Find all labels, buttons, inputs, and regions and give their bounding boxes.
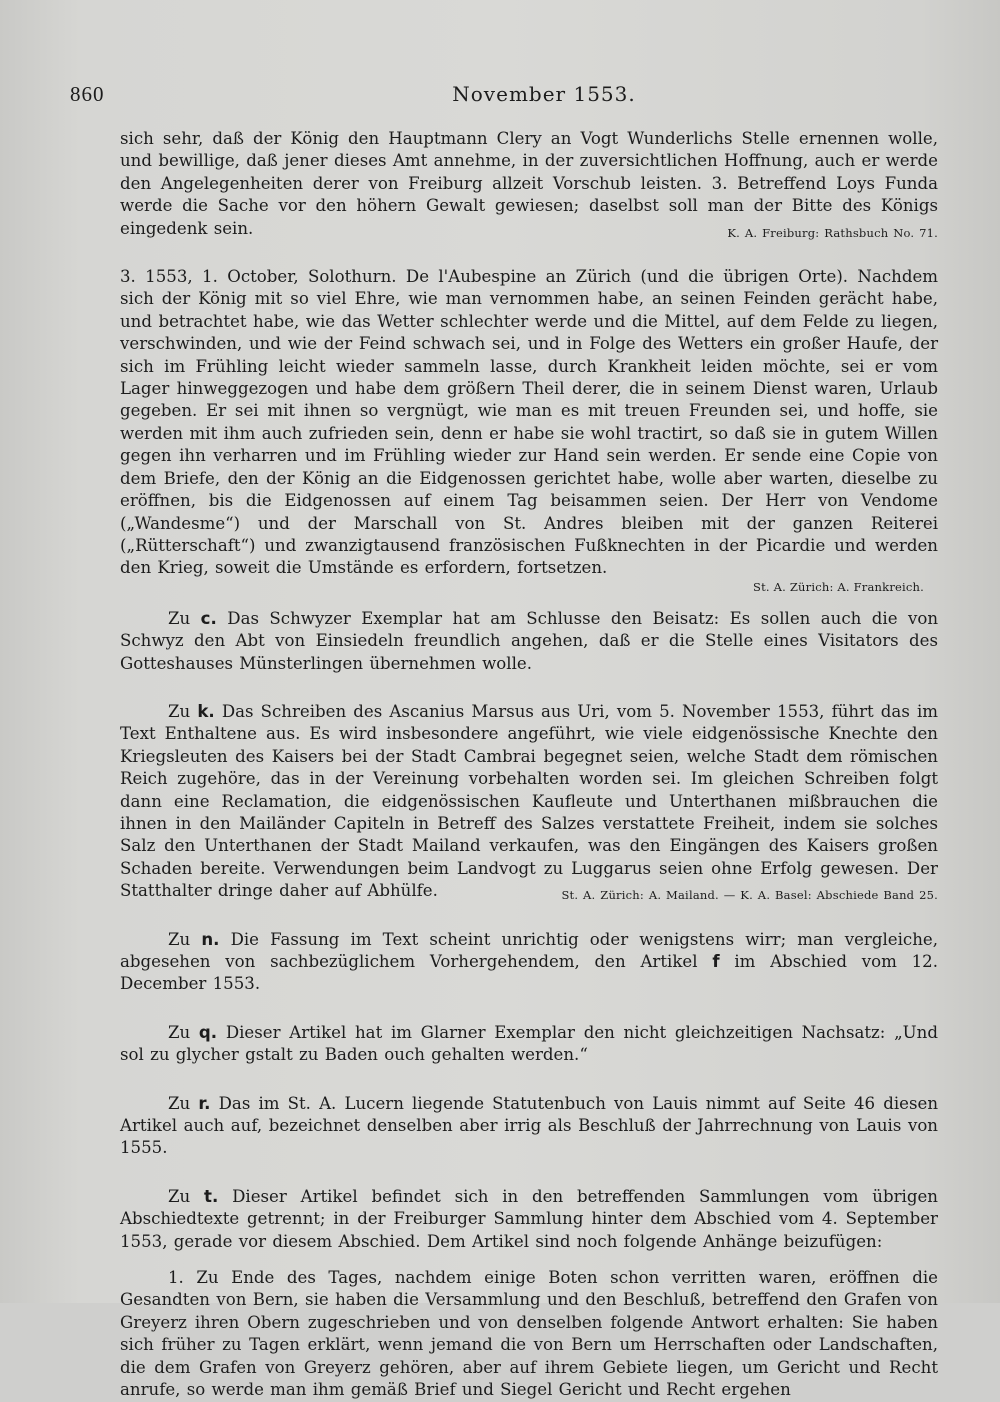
note-r-text [120, 1093, 938, 1160]
note-body: Das Schreiben des Ascanius Marsus aus Uri, vom 5. November 1553, führt das im Text Enthaltene aus. Es wird insbesondere angeführt, wie viele eidgenössische Knechte den Kriegsleuten des Kaisers bei der Stadt Cambrai begegnet seien, welche Stadt dem römischen Reich zugehöre, das in der Vereinung vorbehalten worden sei. Im gleichen Schreiben folgt dann eine Reclamation, die eidgenössischen Kaufleute und Unterthanen mißbrauchen die ihnen in den Mailänder Capiteln in Betreff des Salzes verstattete Freiheit, indem sie solches Salz den Unterthanen der Stadt Mailand verkaufen, was den Eingängen des Kaisers großen Schaden bereite. Verwendungen beim Landvogt zu Luggarus seien ohne Erfolg gewesen. Der Statthalter dringe daher auf Abhülfe. [120, 701, 938, 901]
page-number: 860 [70, 82, 105, 106]
note-q [120, 1022, 938, 1067]
paragraph-2 [120, 266, 938, 594]
note-lead: Zu [168, 701, 191, 721]
note-body-cont: im Abschied vom 12. December 1553. [120, 952, 939, 994]
note-mark: t. [204, 1186, 219, 1206]
note-body: Das im St. A. Lucern liegende Statutenbuch von Lauis nimmt auf Seite 46 diesen Artikel auch auf, bezeichnet denselben aber irrig als Beschluß der Jahrrechnung von Lauis von 1555. [120, 1093, 939, 1158]
note-t [120, 1186, 938, 1253]
article-mark: f [712, 952, 720, 971]
note-n-text [120, 929, 938, 996]
note-mark: c. [200, 608, 217, 628]
note-c [120, 608, 938, 675]
note-c-text [120, 608, 938, 675]
note-body: Die Fassung im Text scheint unrichtig oder wenigstens wirr; man vergleiche, abgesehen von sachbezüglichem Vorhergehendem, den Artikel [120, 929, 938, 971]
note-r [120, 1093, 938, 1160]
running-title: November 1553. [452, 82, 636, 106]
paragraph-1-text [120, 128, 938, 240]
note-k [120, 701, 938, 903]
source-reference: St. A. Zürich: A. Mailand. — K. A. Basel: Abschiede Band 25. [561, 888, 938, 903]
note-body: Dieser Artikel hat im Glarner Exemplar den nicht gleichzeitigen Nachsatz: „Und sol zu glycher gstalt zu Baden ouch gehalten werden.“ [120, 1022, 938, 1065]
note-body: Dieser Artikel befindet sich in den betreffenden Sammlungen vom übrigen Abschiedtexte getrennt; in der Freiburger Sammlung hinter dem Abschied vom 4. September 1553, gerade vor diesem Abschied. Dem Artikel sind noch folgende Anhänge beizufügen: [120, 1186, 938, 1251]
paragraph-2-text: 3. 1553, 1. October, Solothurn. De l'Aubespine an Zürich (und die übrigen Orte). Nachdem sich der König mit so viel Ehre, wie man vernommen habe, an seinen Feinden gerächt habe, und betrachtet habe, wie das Wetter schlechter werde und die Mittel, auf dem Felde zu liegen, verschwinden, und wie der Feind schwach sei, und in Folge des Wetters ein großer Haufe, der sich im Frühling leicht wieder sammeln lasse, durch Krankheit leiden möchte, sei er vom Lager hinweggezogen und habe dem größern Theil derer, die in seinem Dienst waren, Urlaub gegeben. Er sei mit ihnen so vergnügt, wie man es mit treuen Freunden sei, und hoffe, sie werden mit ihm auch zufrieden sein, denn er habe sie wohl tractirt, so daß sie in gutem Willen gegen ihn verharren und im Frühling wieder zur Hand sein werden. Er sende eine Copie von dem Briefe, den der König an die Eidgenossen gerichtet habe, wolle aber warten, dieselbe zu eröffnen, bis die Eidgenossen auf einem Tag beisammen seien. Der Herr von Vendome („Wandesme“) und der Marschall von St. Andres bleiben mit der ganzen Reiterei („Rütterschaft“) und zwanzigtausend französischen Fußknechten in der Picardie und werden den Krieg, soweit die Umstände es erfordern, fortsetzen. [120, 267, 938, 578]
note-mark: r. [198, 1093, 211, 1113]
note-k-text [120, 701, 938, 903]
note-t-text [120, 1186, 938, 1253]
page-body [120, 128, 938, 1402]
paragraph-1 [120, 128, 938, 244]
note-lead: Zu [168, 608, 191, 628]
note-lead: Zu [168, 1022, 191, 1042]
appendix-1-text: 1. Zu Ende des Tages, nachdem einige Boten schon verritten waren, eröffnen die Gesandten von Bern, sie haben die Versammlung und den Beschluß, betreffend den Grafen von Greyerz ihren Obern zugeschrieben und von denselben folgende Antwort erhalten: Sie haben sich früher zu Tagen erklärt, wenn jemand die von Bern um Herrschaften oder Landschaften, die dem Grafen von Greyerz gehören, aber auf ihrem Gebiete liegen, um Gericht und Recht anrufe, so werde man ihm gemäß Brief und Siegel Gericht und Recht ergehen [120, 1268, 938, 1400]
page-header [70, 82, 938, 116]
note-body: Das Schwyzer Exemplar hat am Schlusse den Beisatz: Es sollen auch die von Schwyz den Abt von Einsiedeln freundlich angehen, daß er die Stelle eines Visitators des Gotteshauses Münsterlingen übernehmen wolle. [120, 608, 939, 673]
note-mark: q. [198, 1022, 218, 1042]
note-lead: Zu [168, 1186, 191, 1206]
note-n [120, 929, 938, 996]
source-reference: St. A. Zürich: A. Frankreich. [753, 579, 924, 594]
source-reference: K. A. Freiburg: Rathsbuch No. 71. [727, 225, 938, 240]
note-mark: n. [201, 929, 220, 949]
paragraph-1-body: sich sehr, daß der König den Hauptmann Clery an Vogt Wunderlichs Stelle ernennen wolle, und bewillige, daß jener dieses Amt annehme, in der zuversichtlichen Hoffnung, auch er werde den Angelegenheiten derer von Freiburg allzeit Vorschub leisten. 3. Betreffend Loys Funda werde die Sache vor den höhern Gewalt gewiesen; daselbst soll man der Bitte des Königs eingedenk sein. [120, 129, 938, 238]
note-mark: k. [197, 701, 215, 721]
note-q-text [120, 1022, 938, 1067]
note-lead: Zu [168, 929, 191, 949]
appendix-1 [120, 1267, 938, 1401]
note-lead: Zu [168, 1093, 191, 1113]
